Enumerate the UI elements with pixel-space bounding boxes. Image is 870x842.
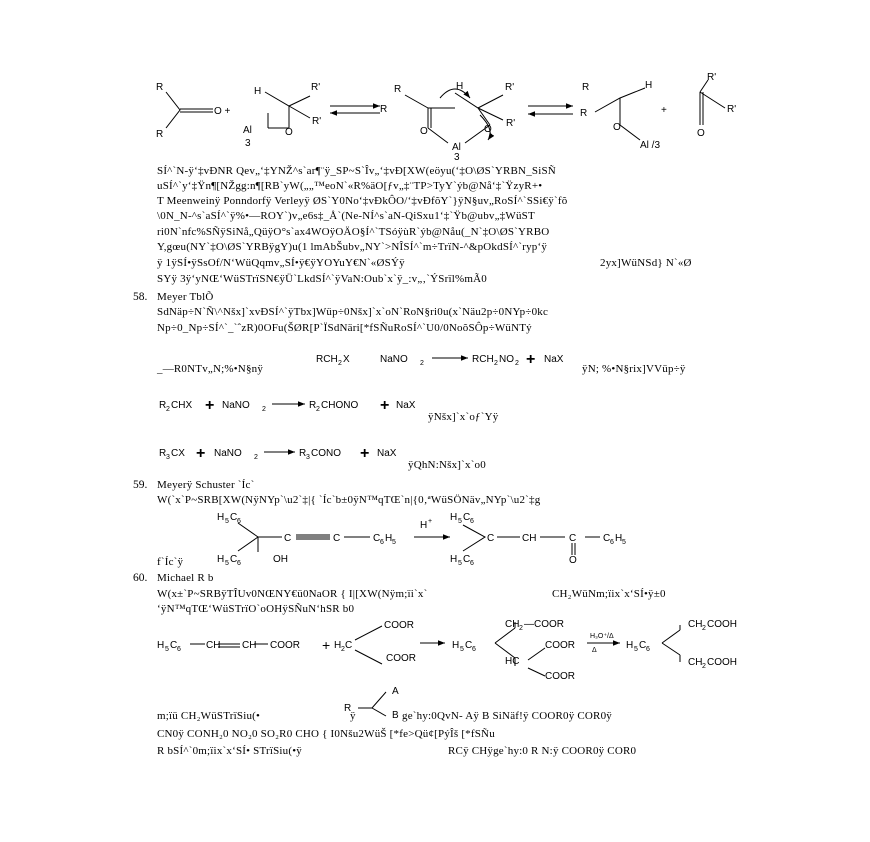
svg-text:5: 5 [225, 560, 229, 567]
acc-line3: R bSÍ^`0m;ïix`x‘SÍ• STrïSiu(•ÿ [157, 745, 302, 757]
svg-text:5: 5 [460, 646, 464, 653]
svg-text:+: + [322, 637, 331, 653]
ts-r: R [394, 84, 402, 95]
ts-rp: R' [505, 82, 515, 93]
svg-text:H: H [385, 533, 393, 544]
svg-text:CH: CH [688, 657, 703, 668]
para60-line1b: CH₂WüNm;ïix`x‘SÍ•ÿ±0 [552, 588, 666, 600]
svg-text:5: 5 [458, 560, 462, 567]
svg-text:6: 6 [646, 646, 650, 653]
svg-text:6: 6 [610, 539, 614, 546]
svg-text:CONO: CONO [311, 448, 341, 459]
svg-text:5: 5 [165, 646, 169, 653]
prod-r: R [582, 82, 590, 93]
rxn58a-note: ÿN; %•N§rix]VVüp÷ÿ [582, 363, 686, 375]
svg-text:—COOR: —COOR [524, 619, 564, 630]
acc-line1: m;ïü CH₂WüSTrïSiu(• [157, 710, 261, 722]
svg-text:COOR: COOR [270, 640, 300, 651]
svg-text:3: 3 [166, 454, 170, 461]
svg-text:C: C [284, 533, 292, 544]
para1-line7b: 2yx]WüNSd} N`«Ø [600, 257, 692, 269]
para1-line7: ÿ 1ÿSÍ•ÿSsOf/N‘WüQqmv„SÍ•ÿ€ÿYOYuY€N`«ØSÝÿ [157, 257, 405, 269]
svg-text:6: 6 [470, 518, 474, 525]
svg-text:H: H [452, 640, 460, 651]
svg-text:C: C [170, 640, 178, 651]
svg-text:6: 6 [237, 560, 241, 567]
svg-text:5: 5 [225, 518, 229, 525]
para1-line4: \0N_N-^s`aSÍ^`ÿ%•—ROY`)v„e6s‡_Å`(Ne-NÍ^s`aN-QiSxu1‘‡`Ÿb@ubv„‡WüST [157, 210, 535, 222]
para58-line1: SdNäp÷N`Ñ\^Nšx]`xvÐSÍ^`ÿTbx]Wüp÷0Nšx]`x`oN`RoN§ri0u(x`Näu2p÷0NYp÷0kc [157, 306, 549, 318]
svg-text:C: C [333, 533, 341, 544]
svg-text:HC: HC [505, 656, 520, 667]
svg-text:CH: CH [505, 619, 520, 630]
svg-text:H: H [217, 512, 225, 523]
para59-tail: f`Íc`ÿ [157, 556, 184, 568]
svg-text:+: + [205, 397, 215, 414]
svg-text:H: H [420, 520, 428, 531]
svg-text:5: 5 [392, 539, 396, 546]
para1-line5: ri0N`nfc%SÑÿSiNå„QüÿO°s`ax4WOÿOÄO§Í^`TSóÿùR`ýb@Nåu(_N`‡O\ØS`YRBO [157, 226, 550, 238]
item-number-60: 60. [133, 572, 148, 584]
rxn58-b [159, 397, 416, 414]
heading-58: Meyer TblÕ [157, 291, 214, 303]
svg-text:2: 2 [262, 406, 266, 413]
mpv-scheme-labels [156, 72, 736, 163]
prod-r2: R [580, 108, 588, 119]
para1-line1: SÍ^`N-ÿ‘‡vÐNR Qev„‘‡YNŽ^s`ar¶¨ÿ_SP~S`Îv„‘‡vÐ[XW(eöyu(‘‡O\ØS`YRBN_SiSÑ [157, 165, 556, 177]
svg-text:COOH: COOH [707, 657, 737, 668]
svg-text:2: 2 [338, 360, 342, 367]
rxn58a-caption: _—R0NTv„N;%•N§nÿ [157, 363, 264, 375]
svg-text:2: 2 [420, 360, 424, 367]
svg-text:+: + [526, 351, 536, 368]
ts-al: Al [452, 142, 461, 153]
rxn58b-note: ÿNšx]`x`oƒ`Yÿ [428, 411, 499, 423]
svg-text:+: + [360, 445, 370, 462]
prod-o: O [613, 122, 621, 133]
svg-text:C: C [569, 533, 577, 544]
svg-text:CH: CH [242, 640, 257, 651]
svg-text:H: H [626, 640, 634, 651]
svg-text:R: R [309, 400, 317, 411]
scheme-r1: R [156, 82, 164, 93]
svg-text:3: 3 [306, 454, 310, 461]
svg-text:R: R [344, 703, 352, 714]
para1-line8: SYÿ 3ÿ‘yNŒ‘WüSTrïSN€ÿÜ`LkdSÍ^`ÿVaN:Oub`x`ÿ_:v„‚`ÝSrïl%mÃ0 [157, 273, 487, 285]
svg-text:R: R [299, 448, 307, 459]
svg-text:C: C [345, 640, 353, 651]
ts-three: 3 [454, 152, 460, 163]
item-number-58: 58. [133, 291, 148, 303]
heading-60: Michael R b [157, 572, 214, 584]
svg-text:B: B [392, 710, 399, 721]
para1-line3: T Meenweinÿ Ponndorfÿ Verleyÿ ØS`Y0No‘‡vÐkÔO/‘‡vÐfõY`}ÿN§uv„RoSÍ^`SSi€ÿ`fõ [157, 195, 568, 207]
svg-text:+: + [196, 445, 206, 462]
svg-text:H: H [450, 554, 458, 565]
svg-text:CHONO: CHONO [321, 400, 359, 411]
svg-text:H: H [334, 640, 342, 651]
svg-text:RCH: RCH [316, 354, 338, 365]
svg-text:C: C [603, 533, 611, 544]
svg-text:NO: NO [499, 354, 514, 365]
rxn60 [157, 619, 737, 721]
scheme-al: Al [243, 125, 252, 136]
ts-rp2: R' [506, 118, 516, 129]
svg-text:6: 6 [237, 518, 241, 525]
para1-line6: Y,gœu(NY`‡O\ØS`YRBÿgY)u(1 lmAbŠubv„NY`>NÎSÍ^`m÷TrïN-^&pOkdSÍ^`ryp‘ÿ [157, 241, 548, 253]
svg-text:CH: CH [688, 619, 703, 630]
svg-text:C: C [463, 554, 471, 565]
prod-al3: Al /3 [640, 140, 661, 151]
svg-text:+: + [380, 397, 390, 414]
rxn58-a [316, 351, 564, 368]
svg-text:2: 2 [316, 406, 320, 413]
svg-text:5: 5 [634, 646, 638, 653]
svg-text:COOR: COOR [384, 620, 414, 631]
scheme-h: H [254, 86, 262, 97]
svg-text:CX: CX [171, 448, 185, 459]
ketone-o: O [697, 128, 705, 139]
scheme-rp: R' [311, 82, 321, 93]
svg-text:5: 5 [458, 518, 462, 525]
ketone-rp2: R' [727, 104, 737, 115]
svg-text:A: A [392, 686, 399, 697]
svg-text:X: X [343, 354, 350, 365]
para60-line1: W(x±`P~SRBÿTÎUv0NŒNY€ü0NaOR { I|[XW(Nÿm;ïi`x` [157, 588, 428, 600]
svg-text:R: R [159, 400, 167, 411]
svg-text:NaNO: NaNO [380, 354, 408, 365]
svg-text:COOR: COOR [545, 640, 575, 651]
svg-text:O: O [569, 555, 577, 566]
svg-text:C: C [230, 512, 238, 523]
svg-text:C: C [487, 533, 495, 544]
svg-text:NaNO: NaNO [222, 400, 250, 411]
svg-text:COOR: COOR [386, 653, 416, 664]
prod-h: H [645, 80, 653, 91]
svg-text:6: 6 [380, 539, 384, 546]
svg-text:2: 2 [166, 406, 170, 413]
svg-text:NaX: NaX [377, 448, 397, 459]
ts-h: H [456, 81, 464, 92]
rxn58-c [159, 445, 397, 462]
svg-text:CHX: CHX [171, 400, 193, 411]
svg-text:2: 2 [702, 663, 706, 670]
svg-text:6: 6 [470, 560, 474, 567]
svg-text:OH: OH [273, 554, 288, 565]
rxn59 [217, 512, 626, 567]
scheme-r2: R [156, 129, 164, 140]
svg-text:2: 2 [519, 625, 523, 632]
svg-text:2: 2 [254, 454, 258, 461]
acc-line2: CN0ÿ CONH₂0 NO₂0 SO₂R0 CHO { I0Nšu2WüŠ [*fe>Qü¢[PýÎš [*fSÑu [157, 728, 495, 740]
scheme-three: 3 [245, 138, 251, 149]
scheme-o: O [285, 127, 293, 138]
svg-text:C: C [639, 640, 647, 651]
svg-text:2: 2 [341, 646, 345, 653]
svg-text:H: H [217, 554, 225, 565]
ts-o: O [420, 126, 428, 137]
svg-text:6: 6 [472, 646, 476, 653]
acc-line3b: RCÿ CHÿge`hy:0 R N:ÿ COOR0ÿ COR0 [448, 745, 637, 757]
ts-o2: O [484, 124, 492, 135]
ts-r-left: R [380, 104, 388, 115]
svg-text:5: 5 [622, 539, 626, 546]
svg-text:CH: CH [206, 640, 221, 651]
acc-line1-mid: ÿ [350, 710, 356, 722]
svg-text:H: H [157, 640, 165, 651]
svg-text:C: C [463, 512, 471, 523]
prod-plus: + [661, 105, 667, 116]
ketone-rp: R' [707, 72, 717, 83]
scheme-o-plus: O + [214, 106, 231, 117]
svg-text:R: R [159, 448, 167, 459]
svg-text:NaX: NaX [544, 354, 564, 365]
para58-line2: Np÷0_Np÷SÍ^`_`ˆzR)0OFu(ŠØR[P`ÏSdNäri[*fSÑuRoSÍ^`U0/0NoõSÔp÷WüNTý [157, 322, 532, 334]
svg-text:NaNO: NaNO [214, 448, 242, 459]
acc-line1-rest: ge`hy:0QvN- Aÿ B SiNäf!ÿ COOR0ÿ COR0ÿ [402, 710, 612, 722]
svg-text:H₃O⁺/Δ: H₃O⁺/Δ [590, 633, 614, 640]
svg-text:2: 2 [702, 625, 706, 632]
svg-text:6: 6 [177, 646, 181, 653]
svg-text:2: 2 [515, 360, 519, 367]
scheme-rp2: R' [312, 116, 322, 127]
svg-text:C: C [465, 640, 473, 651]
svg-text:H: H [450, 512, 458, 523]
para59-line1: W(`x`P~SRB[XW(NÿNYp`\u2`‡|{ `Íc`b±0ÿN™qTŒ`n|{0‚ªWüSÖNäv„NYp`\u2`‡g [157, 494, 541, 506]
svg-text:C: C [230, 554, 238, 565]
svg-text:Δ: Δ [592, 647, 597, 654]
para1-line2: uSÍ^`y‘‡Ÿn¶[NŽgg:n¶[RB`yW(„„™eoN`«R%äO[ƒv„‡¨TP>TyY`ýb@Nå‘‡`ŸzyR+• [157, 180, 543, 192]
svg-text:2: 2 [494, 360, 498, 367]
svg-text:CH: CH [522, 533, 537, 544]
svg-text:C: C [373, 533, 381, 544]
svg-text:NaX: NaX [396, 400, 416, 411]
svg-text:COOH: COOH [707, 619, 737, 630]
svg-text:H: H [615, 533, 623, 544]
svg-text:+: + [428, 518, 433, 525]
rxn58c-note: ÿQhN:Nšx]`x`o0 [408, 459, 486, 471]
svg-text:RCH: RCH [472, 354, 494, 365]
item-number-59: 59. [133, 479, 148, 491]
svg-text:COOR: COOR [545, 671, 575, 682]
para60-line2: ‘ÿN™qTŒ‘WüSTrïO`oOHÿSÑuN‘hSR b0 [157, 603, 355, 615]
heading-59: Meyerÿ Schuster `Íc` [157, 479, 255, 491]
